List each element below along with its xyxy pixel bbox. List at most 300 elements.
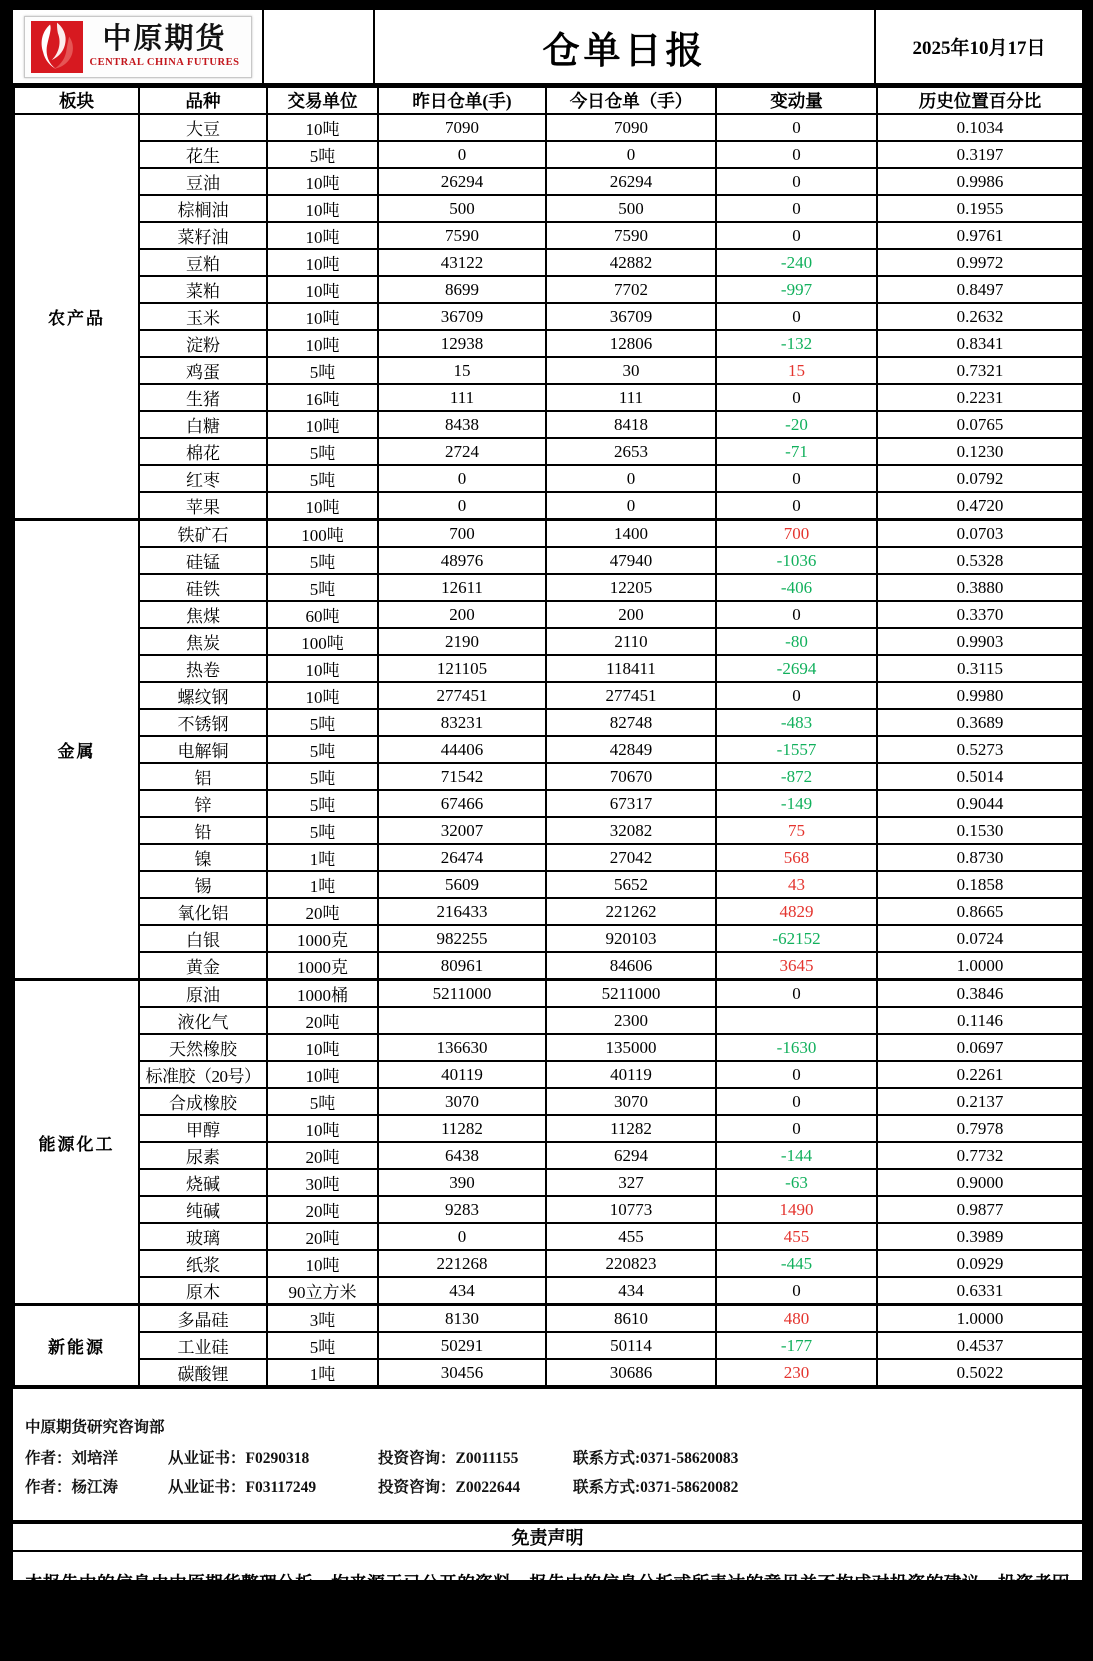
- cell-pct: 0.5022: [877, 1359, 1083, 1386]
- table-row: [14, 114, 1083, 141]
- cell-variety: 花生: [139, 141, 267, 168]
- cell-unit: 30吨: [267, 1169, 378, 1196]
- cell-unit: 5吨: [267, 141, 378, 168]
- cell-change: -144: [716, 1142, 877, 1169]
- table-row: [14, 628, 1083, 655]
- cell-yesterday: 36709: [378, 303, 546, 330]
- cell-change: 0: [716, 1061, 877, 1088]
- cell-pct: 0.7732: [877, 1142, 1083, 1169]
- cell-change: -1036: [716, 547, 877, 574]
- cell-pct: 0.5328: [877, 547, 1083, 574]
- cell-yesterday: 8130: [378, 1305, 546, 1333]
- cell-yesterday: 390: [378, 1169, 546, 1196]
- cell-today: 0: [546, 141, 716, 168]
- cell-variety: 黄金: [139, 952, 267, 980]
- cell-yesterday: 434: [378, 1277, 546, 1305]
- cell-change: -240: [716, 249, 877, 276]
- cell-unit: 60吨: [267, 601, 378, 628]
- cell-change: 0: [716, 492, 877, 520]
- cell-today: 42849: [546, 736, 716, 763]
- cell-pct: 0.0697: [877, 1034, 1083, 1061]
- cell-pct: 0.2261: [877, 1061, 1083, 1088]
- cell-yesterday: 5211000: [378, 980, 546, 1008]
- cell-today: 8418: [546, 411, 716, 438]
- cell-variety: 红枣: [139, 465, 267, 492]
- cell-yesterday: 0: [378, 492, 546, 520]
- cell-yesterday: 0: [378, 141, 546, 168]
- cell-unit: 1000克: [267, 952, 378, 980]
- cell-unit: 20吨: [267, 1007, 378, 1034]
- cell-today: 32082: [546, 817, 716, 844]
- cell-pct: 0.0703: [877, 520, 1083, 548]
- table-row: [14, 1088, 1083, 1115]
- cell-pct: 0.1530: [877, 817, 1083, 844]
- cell-variety: 大豆: [139, 114, 267, 141]
- cell-change: 568: [716, 844, 877, 871]
- cell-change: -2694: [716, 655, 877, 682]
- cell-pct: 0.6331: [877, 1277, 1083, 1305]
- page-title: 仓单日报: [542, 30, 707, 72]
- cell-variety: 生猪: [139, 384, 267, 411]
- cell-unit: 5吨: [267, 790, 378, 817]
- cell-variety: 合成橡胶: [139, 1088, 267, 1115]
- cell-pct: 1.0000: [877, 952, 1083, 980]
- cell-change: 0: [716, 465, 877, 492]
- cell-change: -445: [716, 1250, 877, 1277]
- column-header-row: [14, 87, 1083, 114]
- cell-change: -177: [716, 1332, 877, 1359]
- cell-yesterday: 221268: [378, 1250, 546, 1277]
- cell-unit: 1吨: [267, 871, 378, 898]
- cell-today: 42882: [546, 249, 716, 276]
- cell-change: 1490: [716, 1196, 877, 1223]
- cell-yesterday: 5609: [378, 871, 546, 898]
- disclaimer-title: 免责声明: [13, 1520, 1082, 1552]
- cell-variety: 工业硅: [139, 1332, 267, 1359]
- cell-yesterday: 7090: [378, 114, 546, 141]
- cell-change: -62152: [716, 925, 877, 952]
- cell-unit: 5吨: [267, 1332, 378, 1359]
- table-body: [14, 114, 1083, 1386]
- logo-cell: [13, 10, 264, 83]
- cell-change: -406: [716, 574, 877, 601]
- cell-yesterday: 500: [378, 195, 546, 222]
- cell-pct: 0.3989: [877, 1223, 1083, 1250]
- cell-yesterday: [378, 1007, 546, 1034]
- cell-variety: 苹果: [139, 492, 267, 520]
- cell-variety: 原木: [139, 1277, 267, 1305]
- cell-pct: 0.9000: [877, 1169, 1083, 1196]
- cell-today: 277451: [546, 682, 716, 709]
- cell-change: 0: [716, 1277, 877, 1305]
- cell-variety: 标准胶（20号）: [139, 1061, 267, 1088]
- cell-change: 0: [716, 682, 877, 709]
- table-row: [14, 980, 1083, 1008]
- cell-yesterday: 216433: [378, 898, 546, 925]
- cell-yesterday: 7590: [378, 222, 546, 249]
- cell-yesterday: 32007: [378, 817, 546, 844]
- cell-unit: 20吨: [267, 1142, 378, 1169]
- cell-today: 50114: [546, 1332, 716, 1359]
- cell-today: 12205: [546, 574, 716, 601]
- cell-change: 0: [716, 1115, 877, 1142]
- cell-change: 0: [716, 222, 877, 249]
- table-row: [14, 1007, 1083, 1034]
- cell-yesterday: 2724: [378, 438, 546, 465]
- cell-change: 0: [716, 384, 877, 411]
- cell-yesterday: 700: [378, 520, 546, 548]
- cell-pct: 0.4720: [877, 492, 1083, 520]
- table-row: [14, 195, 1083, 222]
- cell-unit: 10吨: [267, 1034, 378, 1061]
- cell-unit: 10吨: [267, 492, 378, 520]
- cell-pct: 0.4537: [877, 1332, 1083, 1359]
- logo-text: [89, 22, 240, 69]
- cell-variety: 锡: [139, 871, 267, 898]
- cell-change: -1630: [716, 1034, 877, 1061]
- author-contact: 联系方式:0371-58620083: [573, 1450, 739, 1467]
- cell-today: 8610: [546, 1305, 716, 1333]
- author-line: [25, 1446, 1070, 1468]
- cell-pct: 0.9761: [877, 222, 1083, 249]
- cell-pct: 0.1858: [877, 871, 1083, 898]
- table-row: [14, 1359, 1083, 1386]
- cell-unit: 10吨: [267, 114, 378, 141]
- cell-variety: 硅锰: [139, 547, 267, 574]
- table-row: [14, 844, 1083, 871]
- cell-yesterday: 48976: [378, 547, 546, 574]
- table-row: [14, 1196, 1083, 1223]
- warehouse-receipt-table: [13, 86, 1084, 1387]
- cell-variety: 豆粕: [139, 249, 267, 276]
- cell-pct: 0.3370: [877, 601, 1083, 628]
- cell-unit: 20吨: [267, 1223, 378, 1250]
- cell-unit: 5吨: [267, 465, 378, 492]
- cell-yesterday: 8699: [378, 276, 546, 303]
- cell-unit: 5吨: [267, 763, 378, 790]
- cell-change: 0: [716, 168, 877, 195]
- cell-today: 118411: [546, 655, 716, 682]
- cell-unit: 100吨: [267, 628, 378, 655]
- cell-pct: 0.7321: [877, 357, 1083, 384]
- info-block: [13, 1387, 1082, 1520]
- cell-yesterday: 277451: [378, 682, 546, 709]
- cell-pct: 0.0724: [877, 925, 1083, 952]
- author-cert: 从业证书：F03117249: [168, 1479, 317, 1496]
- title-cell: [375, 10, 876, 83]
- cell-today: 47940: [546, 547, 716, 574]
- cell-pct: 0.9980: [877, 682, 1083, 709]
- cell-today: 111: [546, 384, 716, 411]
- table-row: [14, 1277, 1083, 1305]
- cell-pct: 0.9972: [877, 249, 1083, 276]
- report-sheet: [10, 7, 1085, 1655]
- cell-today: 220823: [546, 1250, 716, 1277]
- logo-mark-icon: [31, 21, 83, 73]
- cell-variety: 淀粉: [139, 330, 267, 357]
- brand-name-cn: 中原期货: [102, 22, 227, 55]
- cell-unit: 1吨: [267, 844, 378, 871]
- cell-change: 0: [716, 601, 877, 628]
- cell-variety: 纯碱: [139, 1196, 267, 1223]
- table-row: [14, 871, 1083, 898]
- cell-pct: 0.3846: [877, 980, 1083, 1008]
- cell-variety: 鸡蛋: [139, 357, 267, 384]
- cell-change: -20: [716, 411, 877, 438]
- cell-variety: 焦炭: [139, 628, 267, 655]
- cell-unit: 10吨: [267, 330, 378, 357]
- cell-today: 500: [546, 195, 716, 222]
- table-row: [14, 1223, 1083, 1250]
- cell-today: 3070: [546, 1088, 716, 1115]
- cell-pct: 0.2632: [877, 303, 1083, 330]
- cell-yesterday: 111: [378, 384, 546, 411]
- cell-yesterday: 200: [378, 601, 546, 628]
- cell-yesterday: 15: [378, 357, 546, 384]
- col-header-sector: 板块: [14, 87, 139, 114]
- cell-today: 30686: [546, 1359, 716, 1386]
- cell-pct: 0.0792: [877, 465, 1083, 492]
- cell-pct: 1.0000: [877, 1305, 1083, 1333]
- cell-pct: 0.8497: [877, 276, 1083, 303]
- table-row: [14, 141, 1083, 168]
- cell-unit: 5吨: [267, 547, 378, 574]
- cell-today: 434: [546, 1277, 716, 1305]
- table-row: [14, 1034, 1083, 1061]
- author-line: [25, 1475, 1070, 1497]
- cell-variety: 尿素: [139, 1142, 267, 1169]
- sector-cell: 农产品: [14, 114, 139, 520]
- table-row: [14, 384, 1083, 411]
- cell-yesterday: 121105: [378, 655, 546, 682]
- cell-variety: 玻璃: [139, 1223, 267, 1250]
- cell-pct: 0.5014: [877, 763, 1083, 790]
- cell-unit: 10吨: [267, 276, 378, 303]
- cell-today: 70670: [546, 763, 716, 790]
- cell-today: 2300: [546, 1007, 716, 1034]
- cell-today: 135000: [546, 1034, 716, 1061]
- cell-variety: 天然橡胶: [139, 1034, 267, 1061]
- cell-unit: 10吨: [267, 249, 378, 276]
- cell-today: 1400: [546, 520, 716, 548]
- cell-variety: 菜籽油: [139, 222, 267, 249]
- cell-unit: 1000克: [267, 925, 378, 952]
- cell-variety: 原油: [139, 980, 267, 1008]
- table-row: [14, 330, 1083, 357]
- cell-change: 0: [716, 980, 877, 1008]
- cell-variety: 铝: [139, 763, 267, 790]
- table-row: [14, 952, 1083, 980]
- cell-unit: 90立方米: [267, 1277, 378, 1305]
- cell-today: 11282: [546, 1115, 716, 1142]
- table-row: [14, 492, 1083, 520]
- cell-variety: 多晶硅: [139, 1305, 267, 1333]
- cell-pct: 0.5273: [877, 736, 1083, 763]
- cell-change: 43: [716, 871, 877, 898]
- cell-pct: 0.1034: [877, 114, 1083, 141]
- cell-yesterday: 44406: [378, 736, 546, 763]
- cell-today: 5652: [546, 871, 716, 898]
- cell-pct: 0.8730: [877, 844, 1083, 871]
- cell-pct: 0.1146: [877, 1007, 1083, 1034]
- cell-unit: 5吨: [267, 709, 378, 736]
- col-header-today: 今日仓单（手）: [546, 87, 716, 114]
- cell-change: 0: [716, 303, 877, 330]
- cell-yesterday: 40119: [378, 1061, 546, 1088]
- cell-pct: 0.1955: [877, 195, 1083, 222]
- table-row: [14, 303, 1083, 330]
- cell-change: 0: [716, 114, 877, 141]
- cell-today: 30: [546, 357, 716, 384]
- cell-today: 5211000: [546, 980, 716, 1008]
- cell-variety: 硅铁: [139, 574, 267, 601]
- col-header-pct: 历史位置百分比: [877, 87, 1083, 114]
- table-row: [14, 736, 1083, 763]
- cell-yesterday: 26474: [378, 844, 546, 871]
- cell-today: 7702: [546, 276, 716, 303]
- cell-variety: 铁矿石: [139, 520, 267, 548]
- cell-change: -1557: [716, 736, 877, 763]
- cell-unit: 10吨: [267, 222, 378, 249]
- author-name: 作者：刘培洋: [25, 1450, 119, 1467]
- cell-unit: 20吨: [267, 1196, 378, 1223]
- cell-change: -80: [716, 628, 877, 655]
- cell-unit: 1吨: [267, 1359, 378, 1386]
- author-name: 作者：杨江涛: [25, 1479, 119, 1496]
- cell-today: 7590: [546, 222, 716, 249]
- table-row: [14, 1305, 1083, 1333]
- cell-change: -149: [716, 790, 877, 817]
- cell-pct: 0.3880: [877, 574, 1083, 601]
- cell-unit: 5吨: [267, 438, 378, 465]
- table-row: [14, 547, 1083, 574]
- cell-variety: 纸浆: [139, 1250, 267, 1277]
- table-row: [14, 357, 1083, 384]
- table-row: [14, 1250, 1083, 1277]
- cell-pct: 0.0765: [877, 411, 1083, 438]
- cell-unit: 10吨: [267, 1250, 378, 1277]
- cell-variety: 热卷: [139, 655, 267, 682]
- empty-header-cell: [264, 10, 375, 83]
- cell-variety: 氧化铝: [139, 898, 267, 925]
- cell-change: -872: [716, 763, 877, 790]
- cell-variety: 甲醇: [139, 1115, 267, 1142]
- cell-unit: 10吨: [267, 682, 378, 709]
- cell-today: 7090: [546, 114, 716, 141]
- cell-pct: 0.8341: [877, 330, 1083, 357]
- cell-pct: 0.9877: [877, 1196, 1083, 1223]
- cell-yesterday: 67466: [378, 790, 546, 817]
- cell-pct: 0.9986: [877, 168, 1083, 195]
- table-row: [14, 520, 1083, 548]
- cell-pct: 0.2231: [877, 384, 1083, 411]
- cell-unit: 5吨: [267, 736, 378, 763]
- cell-variety: 豆油: [139, 168, 267, 195]
- cell-change: [716, 1007, 877, 1034]
- table-row: [14, 1332, 1083, 1359]
- cell-change: 480: [716, 1305, 877, 1333]
- cell-variety: 液化气: [139, 1007, 267, 1034]
- brand-name-en: CENTRAL CHINA FUTURES: [89, 56, 240, 68]
- author-cert: 从业证书：F0290318: [168, 1450, 310, 1467]
- cell-today: 10773: [546, 1196, 716, 1223]
- author-consult: 投资咨询：Z0011155: [378, 1450, 519, 1467]
- cell-unit: 16吨: [267, 384, 378, 411]
- cell-pct: 0.3689: [877, 709, 1083, 736]
- author-contact: 联系方式:0371-58620082: [573, 1479, 739, 1496]
- company-logo: [24, 16, 252, 78]
- cell-today: 12806: [546, 330, 716, 357]
- cell-variety: 棉花: [139, 438, 267, 465]
- table-row: [14, 168, 1083, 195]
- cell-today: 84606: [546, 952, 716, 980]
- cell-change: 700: [716, 520, 877, 548]
- cell-unit: 5吨: [267, 1088, 378, 1115]
- cell-yesterday: 11282: [378, 1115, 546, 1142]
- disclaimer-body: 本报告中的信息由中原期货整理分析，均来源于已公开的资料，报告中的信息分析或所表达的意见并不构成对投资的建议，投资者因报告意见所做的判断，以及有可能产生的损失自行承担。期货交易有风险，投资者申请开立期货账户须满足证券期货投资者适当性要求，具备匹配的风险承受能力。: [25, 1573, 1070, 1655]
- cell-variety: 菜粕: [139, 276, 267, 303]
- cell-unit: 10吨: [267, 168, 378, 195]
- cell-change: 3645: [716, 952, 877, 980]
- sector-cell: 能源化工: [14, 980, 139, 1305]
- cell-variety: 电解铜: [139, 736, 267, 763]
- cell-today: 0: [546, 492, 716, 520]
- cell-yesterday: 2190: [378, 628, 546, 655]
- sector-cell: 金属: [14, 520, 139, 980]
- cell-today: 327: [546, 1169, 716, 1196]
- cell-today: 221262: [546, 898, 716, 925]
- cell-unit: 10吨: [267, 1115, 378, 1142]
- sector-cell: 新能源: [14, 1305, 139, 1387]
- cell-unit: 10吨: [267, 411, 378, 438]
- cell-unit: 10吨: [267, 195, 378, 222]
- cell-yesterday: 43122: [378, 249, 546, 276]
- cell-variety: 烧碱: [139, 1169, 267, 1196]
- cell-variety: 白银: [139, 925, 267, 952]
- cell-yesterday: 12611: [378, 574, 546, 601]
- table-row: [14, 465, 1083, 492]
- cell-today: 82748: [546, 709, 716, 736]
- table-row: [14, 1115, 1083, 1142]
- cell-yesterday: 80961: [378, 952, 546, 980]
- table-row: [14, 249, 1083, 276]
- cell-yesterday: 982255: [378, 925, 546, 952]
- cell-variety: 锌: [139, 790, 267, 817]
- cell-change: 0: [716, 195, 877, 222]
- cell-pct: 0.9903: [877, 628, 1083, 655]
- cell-pct: 0.7978: [877, 1115, 1083, 1142]
- cell-change: -63: [716, 1169, 877, 1196]
- cell-unit: 5吨: [267, 574, 378, 601]
- cell-yesterday: 30456: [378, 1359, 546, 1386]
- cell-yesterday: 136630: [378, 1034, 546, 1061]
- cell-change: 455: [716, 1223, 877, 1250]
- cell-change: -483: [716, 709, 877, 736]
- table-row: [14, 682, 1083, 709]
- cell-today: 2653: [546, 438, 716, 465]
- cell-pct: 0.1230: [877, 438, 1083, 465]
- cell-change: 4829: [716, 898, 877, 925]
- cell-yesterday: 0: [378, 1223, 546, 1250]
- cell-today: 2110: [546, 628, 716, 655]
- cell-change: -71: [716, 438, 877, 465]
- table-row: [14, 601, 1083, 628]
- cell-unit: 20吨: [267, 898, 378, 925]
- cell-pct: 0.8665: [877, 898, 1083, 925]
- cell-today: 455: [546, 1223, 716, 1250]
- cell-pct: 0.0929: [877, 1250, 1083, 1277]
- cell-unit: 5吨: [267, 357, 378, 384]
